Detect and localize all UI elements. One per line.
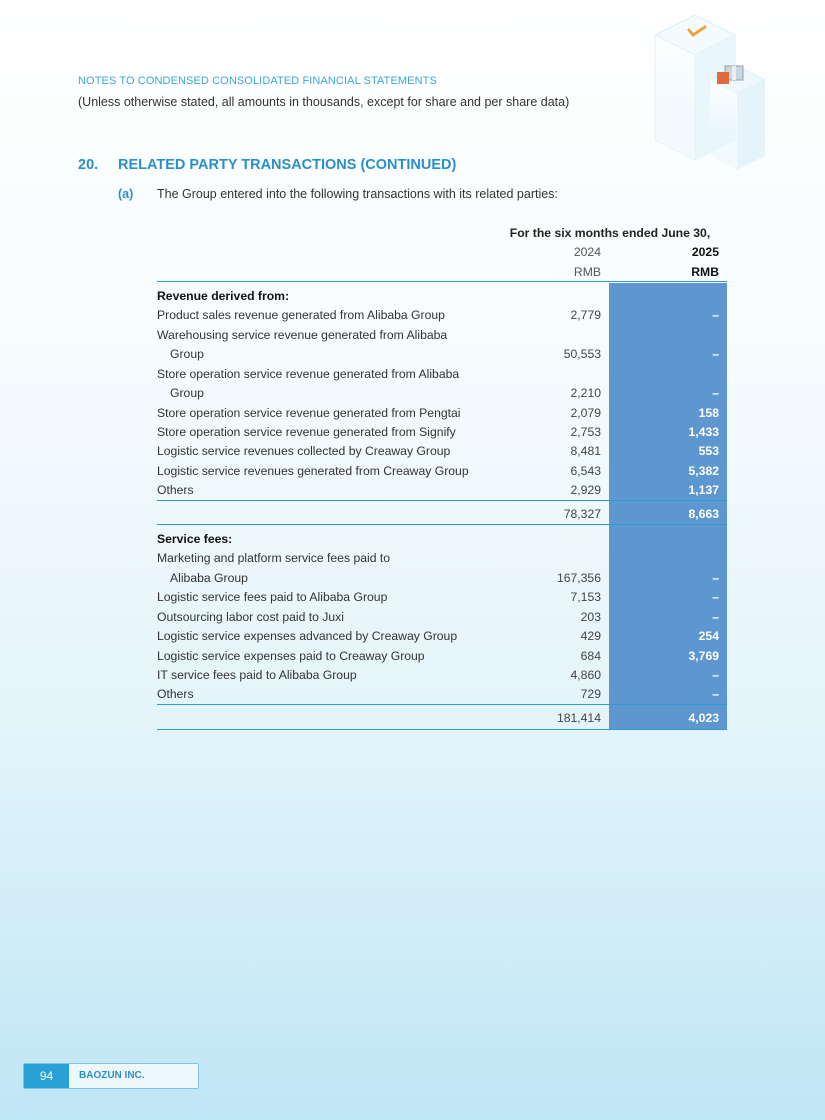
table-row-continued	[157, 384, 727, 404]
row-description: Marketing and platform service fees paid to	[157, 551, 391, 565]
row-description: Others	[157, 687, 194, 701]
fees-heading-row	[157, 530, 727, 550]
value-2025: –	[712, 590, 719, 604]
value-2025: –	[712, 668, 719, 682]
row-description-cont: Alibaba Group	[170, 571, 248, 585]
table-row	[157, 647, 727, 667]
table-row	[157, 627, 727, 647]
subsection-label: (a)	[118, 187, 134, 201]
page-footer	[23, 1063, 199, 1089]
period-header: For the six months ended June 30,	[509, 226, 711, 240]
row-description: Store operation service revenue generated from Signify	[157, 425, 456, 439]
value-2025: –	[712, 571, 719, 585]
row-description: IT service fees paid to Alibaba Group	[157, 668, 357, 682]
fees-heading: Service fees:	[157, 532, 233, 546]
value-2025: 254	[698, 629, 719, 643]
value-2025: –	[712, 386, 719, 400]
col1-year: 2024	[573, 245, 601, 259]
table-row	[157, 404, 727, 424]
notes-title: NOTES TO CONDENSED CONSOLIDATED FINANCIAL STATEMENTS	[78, 75, 437, 87]
value-2024: 2,779	[570, 308, 601, 322]
row-description: Logistic service expenses paid to Creaway Group	[157, 649, 425, 663]
value-2024: 2,929	[570, 483, 601, 497]
table-row	[157, 685, 727, 705]
value-2024: 2,210	[570, 386, 601, 400]
header-rule	[157, 281, 727, 282]
revenue-heading-row	[157, 287, 727, 307]
value-2025: 1,137	[688, 483, 719, 497]
value-2024: 50,553	[563, 347, 601, 361]
fees-total-rule	[157, 729, 727, 730]
row-description: Logistic service revenues collected by Creaway Group	[157, 444, 451, 458]
value-2025: –	[712, 687, 719, 701]
table-row	[157, 462, 727, 482]
value-2025: –	[712, 610, 719, 624]
subsection-intro	[118, 187, 558, 201]
table-row	[157, 481, 727, 501]
table-row	[157, 666, 727, 686]
table-row	[157, 608, 727, 628]
value-2025: 1,433	[688, 425, 719, 439]
row-description-cont: Group	[170, 347, 204, 361]
value-2025: 3,769	[688, 649, 719, 663]
row-description: Others	[157, 483, 194, 497]
table-row	[157, 326, 727, 346]
row-description: Logistic service fees paid to Alibaba Group	[157, 590, 388, 604]
value-2025: –	[712, 308, 719, 322]
value-2024: 4,860	[570, 668, 601, 682]
value-2025: 158	[698, 406, 719, 420]
table-row	[157, 588, 727, 608]
revenue-heading: Revenue derived from:	[157, 289, 290, 303]
row-description-cont: Group	[170, 386, 204, 400]
table-row	[157, 365, 727, 385]
col2-year: 2025	[691, 245, 719, 259]
page-number: 94	[24, 1064, 69, 1088]
row-description: Outsourcing labor cost paid to Juxi	[157, 610, 344, 624]
row-description: Warehousing service revenue generated from Alibaba	[157, 328, 448, 342]
table-row-continued	[157, 345, 727, 365]
table-row	[157, 549, 727, 569]
table-row-continued	[157, 569, 727, 589]
fees-total-row	[157, 709, 727, 729]
value-2024: 6,543	[570, 464, 601, 478]
col1-unit: RMB	[573, 265, 601, 279]
value-2024: 8,481	[570, 444, 601, 458]
value-2024: 684	[580, 649, 601, 663]
value-2024: 729	[580, 687, 601, 701]
row-description: Product sales revenue generated from Alibaba Group	[157, 308, 445, 322]
value-2024: 2,079	[570, 406, 601, 420]
value-2024: 203	[580, 610, 601, 624]
row-description: Logistic service expenses advanced by Creaway Group	[157, 629, 458, 643]
row-description: Store operation service revenue generated from Alibaba	[157, 367, 460, 381]
revenue-total-row	[157, 505, 727, 525]
row-description: Store operation service revenue generated from Pengtai	[157, 406, 461, 420]
value-2024: 2,753	[570, 425, 601, 439]
value-2024: 167,356	[556, 571, 601, 585]
value-2025: 553	[698, 444, 719, 458]
value-2024: 429	[580, 629, 601, 643]
section-number: 20.	[78, 157, 99, 173]
value-2025: –	[712, 347, 719, 361]
cube-decoration-icon	[565, 0, 825, 200]
revenue-total-2024: 78,327	[563, 507, 601, 521]
section-title: RELATED PARTY TRANSACTIONS (CONTINUED)	[118, 157, 457, 173]
section-heading	[78, 157, 456, 173]
table-row	[157, 423, 727, 443]
revenue-total-2025: 8,663	[688, 507, 719, 521]
table-row	[157, 442, 727, 462]
fees-total-2025: 4,023	[688, 711, 719, 725]
row-description: Logistic service revenues generated from Creaway Group	[157, 464, 469, 478]
company-name: BAOZUN INC.	[79, 1070, 145, 1081]
value-2025: 5,382	[688, 464, 719, 478]
value-2024: 7,153	[570, 590, 601, 604]
amounts-note: (Unless otherwise stated, all amounts in thousands, except for share and per share data)	[78, 95, 570, 109]
table-row	[157, 306, 727, 326]
col2-unit: RMB	[691, 265, 719, 279]
fees-total-2024: 181,414	[556, 711, 601, 725]
subsection-text: The Group entered into the following transactions with its related parties:	[157, 187, 558, 201]
